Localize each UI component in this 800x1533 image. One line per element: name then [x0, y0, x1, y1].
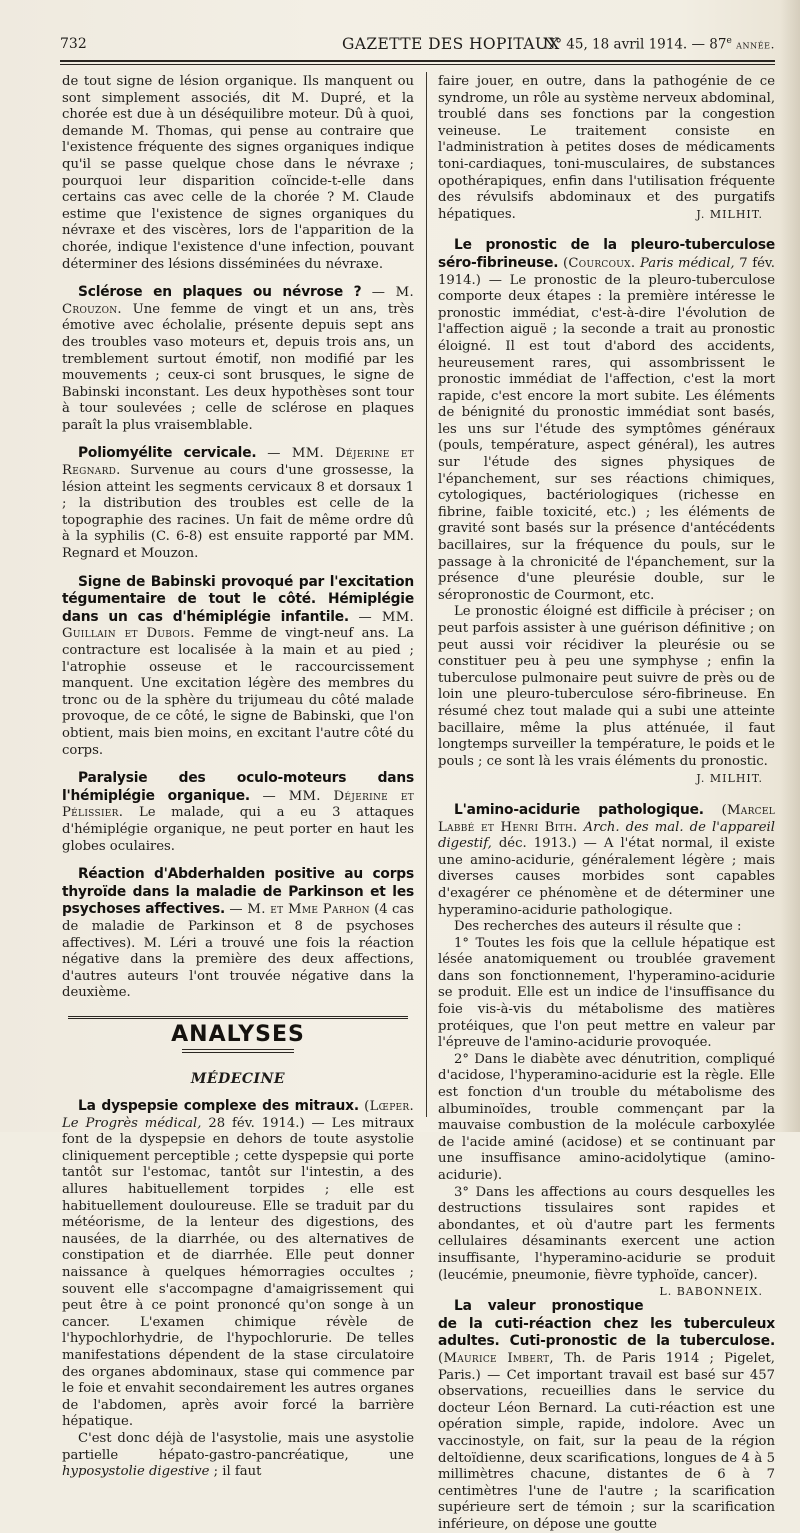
article-dyspepsie-continuation — [438, 74, 775, 223]
amino-signature: L. BABONNEIX. — [659, 1285, 763, 1299]
dyspepsie-text: — Les mitraux font de la dyspepsie en dehors de toute asystolie cliniquement perceptible ; cette dyspepsie qui porte tantôt sur l'estomac, tantôt sur l'intestin, a des allures habituellement torpides ; elle est habituellement douloureuse. Elle se traduit par du météorisme, de la lenteur des digestions, des nausées, de la diarrhée, ou des alternatives de constipation et de diarrhée. Elle peut donner naissance à quelques hémorragies occultes ; souvent elle s'accompagne d'amaigrissement qui peut être à ce point prononcé qu'on songe à un cancer. L'examen chimique révèle de l'hypochlorhydrie, de l'hypochlorurie. De telles manifestations dépendent de la stase circulatoire des organes abdominaux, stase qui commence par le foie et envahit secondairement les autres organes de l'abdomen, après avoir forcé la barrière hépatique. — [62, 1115, 414, 1430]
babinski-heading: Signe de Babinski provoqué par l'excitation tégumentaire de tout le côté. Hémiplégie dans un cas d'hémiplégie infantile. — [62, 573, 414, 625]
page-number: 732 — [60, 36, 87, 52]
abderhalden-paragraph — [62, 866, 414, 1002]
paralysie-text: Le malade, qui a eu 3 attaques d'hémiplégie organique, ne peut porter en haut les globes oculaires. — [62, 805, 414, 854]
section-title-medecine: MÉDECINE — [190, 1071, 286, 1088]
paralysie-paragraph — [62, 770, 414, 855]
dyspepsie-source: Le Progrès médical, — [62, 1115, 202, 1131]
sclerose-paragraph — [62, 284, 414, 434]
paralysie-authors: — MM. Déjerine et Pélissier. — [62, 788, 414, 821]
article-poliomyelite — [62, 445, 414, 562]
analyses-top-rule — [68, 1016, 408, 1019]
dyspepsie-text-2-end: ; il faut — [213, 1464, 262, 1480]
article-chorea-continuation — [62, 74, 414, 273]
dyspepsie-paragraph — [62, 1098, 414, 1431]
issue-superscript: e — [726, 36, 732, 46]
article-paralysie — [62, 770, 414, 855]
babinski-authors: — MM. Guillain et Dubois. — [62, 609, 414, 642]
article-abderhalden — [62, 866, 414, 1002]
pronostic-paragraph — [438, 237, 775, 604]
dyspepsie-signature: J. MILHIT. — [696, 207, 763, 221]
analyses-rule — [182, 1049, 294, 1050]
article-amino — [438, 801, 775, 1299]
column-divider — [426, 72, 427, 1117]
amino-item-3 — [438, 1184, 775, 1299]
cuti-text: — Cet important travail est basé sur 457 observations, recueillies dans le service du docteur Léon Bernard. La cuti-réaction est une opération simple, rapide, indolore. Avec un vaccinostyle, on fait, sur la peau de la région deltoïdienne, deux scarifications, longues de 4 à 5 millimètres chacune, distantes de 6 à 7 centimètres l'une de l'autre ; la scarification supérieure sert de témoin ; sur la scarification inférieure, on dépose une goutte — [438, 1367, 775, 1532]
cuti-paragraph — [438, 1298, 775, 1533]
left-column — [62, 74, 414, 1481]
babinski-paragraph — [62, 574, 414, 760]
amino-source: Arch. des mal. de l'appareil digestif, — [438, 819, 775, 852]
pronostic-paragraph-2: Le pronostic éloigné est difficile à préciser ; on peut parfois assister à une guérison définitive ; on peut aussi voir récidiver la pleurésie ou se constituer peu à peu une symphyse ; enfin la tuberculose pulmonaire peut suivre de près ou de loin une pleuro-tuberculose séro-fibrineuse. En résumé chez tout malade qui a subi une atteinte bacillaire, même la plus atténuée, il faut longtemps surveiller la température, le poids et le pouls ; ce sont là les vrais éléments du pronostic. — [438, 604, 775, 769]
chorea-text: de tout signe de lésion organique. Ils manquent ou sont simplement associés, dit M. Dupré, et la chorée est due à un déséquilibre moteur. Dû à quoi, demande M. Thomas, qui pense au contraire que l'existence fréquente des signes organiques indique qu'il se passe quelque chose dans le névraxe ; pourquoi leur disparition coïncide-t-elle dans certains cas avec celle de la chorée ? M. Claude estime que l'existence de signes organiques du névraxe et des viscères, lors de l'apparition de la chorée, indique l'existence d'une infection, pouvant déterminer des lésions disséminées du névraxe. — [62, 74, 414, 272]
sclerose-heading: Sclérose en plaques ou névrose ? — [78, 284, 362, 301]
cuti-authors: (Maurice Imbert, — [438, 1350, 554, 1366]
amino-item-1: 1° Toutes les fois que la cellule hépatique est lésée anatomiquement ou troublée gravement dans son fonctionnement, l'hyperamino-acidurie se produit. Elle est un indice de l'insuffisance du foie vis-à-vis du métabolisme des matières protéiques, que l'on peut mettre en valeur par l'épreuve de l'amino-acidurie provoquée. — [438, 935, 775, 1051]
dyspepsie-heading: La dyspepsie complexe des mitraux. — [78, 1098, 359, 1115]
poliomyelite-heading: Poliomyélite cervicale. — [78, 445, 257, 462]
article-pronostic — [438, 237, 775, 788]
pronostic-signature: J. MILHIT. — [696, 772, 763, 786]
dyspepsie-paragraph-2 — [62, 1431, 414, 1481]
abderhalden-heading: Réaction d'Abderhalden positive au corps thyroïde dans la maladie de Parkinson et les psychoses affectives. — [62, 866, 414, 918]
right-column — [438, 74, 775, 1533]
dyspepsie-continuation-text: faire jouer, en outre, dans la pathogénie de ce syndrome, un rôle au système nerveux abdominal, troublé dans ses fonctions par la congestion veineuse. Le traitement consiste en l'administration à petites doses de médicaments toni-cardiaques, toni-musculaires, de substances opothérapiques, enfin dans l'utilisation fréquente des révulsifs abdominaux et des purgatifs hépatiques. — [438, 74, 776, 222]
pronostic-text: — Le pronostic de la pleuro-tuberculose comporte deux étapes : la première intéresse le pronostic immédiat, c'est-à-dire l'évolution de l'affection aiguë ; la seconde a trait au pronostic éloigné. Il est tout d'abord des accidents, heureusement rares, qui assombrissent le pronostic immédiat de l'affection, c'est la mort rapide, c'est encore la mort subite. Les éléments de bénignité du pronostic immédiat sont basés, les uns sur l'étude des symptômes généraux (pouls, température, aspect général), les autres sur l'étude des signes physiques de l'épanchement, sur ses réactions chimiques, cytologiques, bactériologiques (richesse en fibrine, faible toxicité, etc.) ; les éléments de gravité sont basés sur la présence d'antécédents bacillaires, sur la fréquence du pouls, sur le passage à la chronicité de l'épanchement, sur la présence d'une pleurésie double, sur le séropronostic de Courmont, etc. — [438, 272, 775, 603]
poliomyelite-text: Survenue au cours d'une grossesse, la lésion atteint les segments cervicaux 8 et dorsaux 1 ; la distribution des troubles est celle de la topographie des racines. Un fait de même ordre dû à la syphilis (C. 6-8) est ensuite rapporté par MM. Regnard et Mouzon. — [62, 463, 414, 562]
sclerose-authors: — M. Crouzon. — [62, 285, 414, 317]
article-dyspepsie — [62, 1098, 414, 1481]
pronostic-authors: (Courcoux. — [562, 255, 636, 271]
poliomyelite-paragraph — [62, 445, 414, 562]
dyspepsie-text-2: C'est donc déjà de l'asystolie, mais une asystolie partielle hépato-gastro-pancréatique, une — [62, 1430, 414, 1463]
amino-heading: L'amino-acidurie pathologique. — [454, 801, 704, 818]
journal-title: GAZETTE DES HOPITAUX — [342, 35, 560, 53]
issue-year: année. — [736, 37, 775, 52]
poliomyelite-authors: — MM. Déjerine et Regnard. — [62, 446, 414, 479]
analyses-title: ANALYSES — [171, 1021, 305, 1047]
pronostic-date: 7 fév. 1914.) — [438, 255, 775, 288]
cuti-heading: La valeur pronostique de la cuti-réaction chez les tuberculeux adultes. Cuti-pronostic de la tuberculose. — [438, 1298, 775, 1350]
dyspepsie-continuation-paragraph — [438, 74, 775, 223]
running-header — [60, 34, 775, 56]
amino-intro: Des recherches des auteurs il résulte que : — [454, 919, 742, 935]
pronostic-source: Paris médical, — [639, 255, 735, 271]
analyses-rule-second — [182, 1052, 294, 1053]
dyspepsie-italic-term: hyposystolie digestive — [62, 1464, 210, 1480]
header-rule-thin — [60, 64, 775, 65]
amino-item-2: 2° Dans le diabète avec dénutrition, compliqué d'acidose, l'hyperamino-acidurie est la règle. Elle est fonction d'un trouble du métabolisme des albuminoïdes, trouble commençant par la mauvaise combustion de la molécule carboxylée de l'acide aminé (acidose) et se continuant par une insuffisance amino-acidolytique (amino-acidurie). — [438, 1051, 775, 1183]
abderhalden-text: (4 cas de maladie de Parkinson et 8 de psychoses affectives). M. Léri a trouvé une fois la réaction négative dans la première des deux affections, d'autres auteurs l'ont trouvée négative dans la deuxième. — [62, 902, 414, 1001]
analyses-section — [62, 1016, 414, 1088]
sclerose-text: Une femme de vingt et un ans, très émotive avec écholalie, présente depuis sept ans des troubles vaso moteurs et, depuis trois ans, un tremblement surtout émotif, non modifié par les mouvements ; ceux-ci sont brusques, le signe de Babinski inconstant. Les deux hypothèses sont tour à tour soulevées ; celle de sclérose en plaques paraît la plus vraisemblable. — [62, 301, 414, 433]
issue-text: N° 45, 18 avril 1914. — 87 — [543, 36, 727, 53]
issue-line — [543, 36, 775, 53]
pronostic-heading: Le pronostic de la pleuro-tuberculose séro-fibrineuse. — [438, 237, 775, 271]
article-cuti — [438, 1298, 775, 1533]
header-rule — [60, 60, 775, 62]
dyspepsie-authors: (Lœper. — [364, 1099, 414, 1115]
abderhalden-authors: — M. et Mme Parhon — [229, 902, 370, 918]
amino-text: — A l'état normal, il existe une amino-acidurie, généralement légère ; mais diverses causes morbides sont capables d'exagérer ce phénomène et de déterminer une hyperamino-acidurie pathologique. — [438, 836, 775, 918]
article-sclerose — [62, 284, 414, 434]
cuti-source: Th. de Paris 1914 ; Pigelet, Paris.) — [438, 1350, 775, 1383]
dyspepsie-date: 28 fév. 1914.) — [208, 1115, 305, 1131]
paralysie-heading: Paralysie des oculo-moteurs dans l'hémiplégie organique. — [62, 770, 414, 804]
babinski-text: Femme de vingt-neuf ans. La contracture est localisée à la main et au pied ; l'atrophie osseuse et le raccourcissement manquent. Une excitation légère des membres du tronc ou de la sphère du trijumeau du côté malade provoque, de ce côté, le signe de Babinski, que l'on obtient, mais bien moins, en excitant l'autre côté du corps. — [62, 626, 414, 758]
amino-paragraph — [438, 802, 775, 919]
amino-authors: (Marcel Labbé et Henri Bith. — [438, 802, 775, 835]
article-babinski — [62, 574, 414, 760]
amino-date: déc. 1913.) — [498, 836, 577, 852]
amino-item-3-text: 3° Dans les affections au cours desquelles les destructions tissulaires sont rapides et abondantes, et où d'autre part les ferments cellulaires désaminants exercent une action insuffisante, l'hyperamino-acidurie se produit (leucémie, pneumonie, fièvre typhoïde, cancer). — [438, 1184, 775, 1283]
page-edge-shadow — [780, 0, 800, 1132]
